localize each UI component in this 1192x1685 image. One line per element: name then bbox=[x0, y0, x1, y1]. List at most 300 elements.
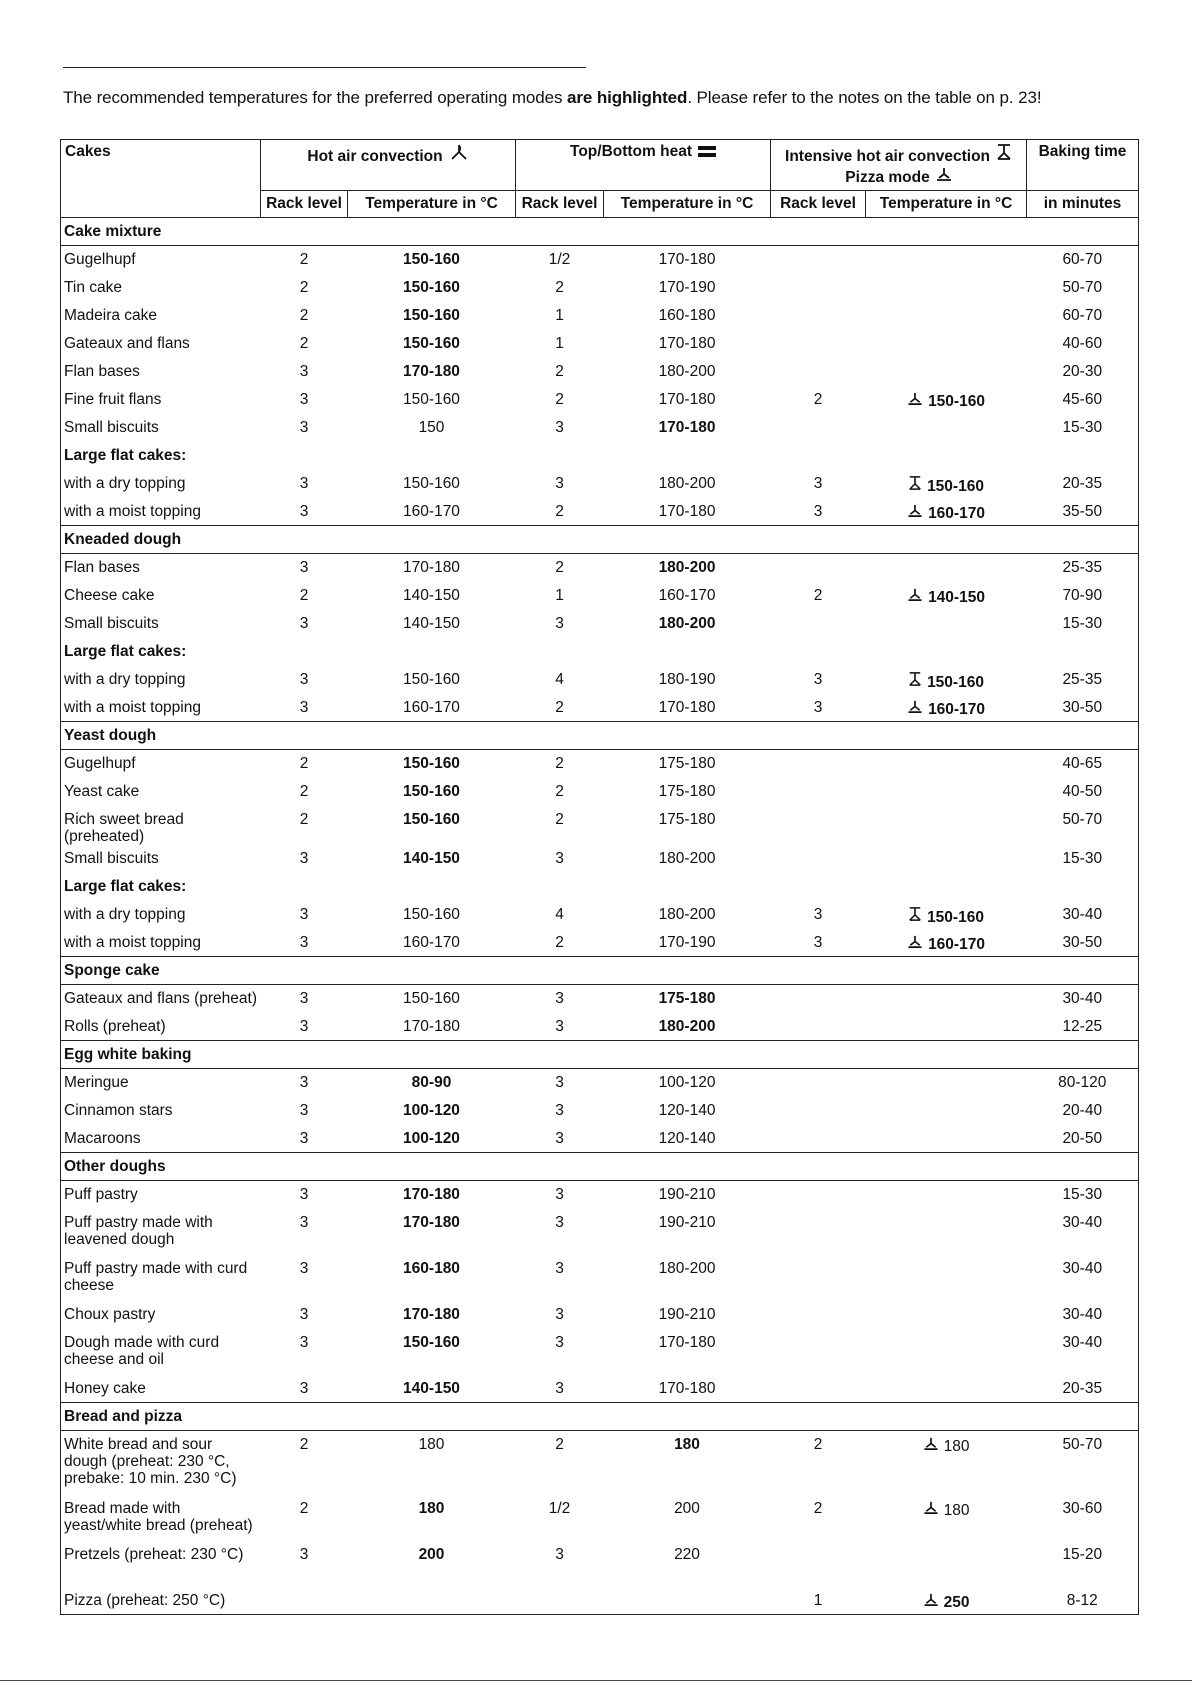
pizza-mode-icon bbox=[923, 1436, 939, 1455]
top-bottom-temp: 120-140 bbox=[658, 1101, 716, 1119]
intensive-temp bbox=[866, 1375, 1027, 1403]
baking-time: 15-30 bbox=[1027, 414, 1139, 442]
top-bottom-rack: 3 bbox=[555, 1074, 564, 1091]
hot-air-temp: 170-180 bbox=[403, 1213, 460, 1231]
intensive-rack bbox=[771, 1125, 866, 1153]
item-name: Pizza (preheat: 250 °C) bbox=[61, 1587, 261, 1615]
table-row bbox=[61, 554, 1139, 582]
hot-air-rack: 3 bbox=[299, 990, 309, 1007]
item-name: with a moist topping bbox=[61, 694, 261, 722]
item-name: Puff pastry made with leavened dough bbox=[61, 1209, 261, 1255]
hot-air-temp: 150-160 bbox=[403, 251, 460, 268]
hot-air-rack: 3 bbox=[299, 502, 309, 520]
top-bottom-temp: 170-180 bbox=[658, 251, 716, 268]
pizza-mode-icon bbox=[907, 587, 923, 606]
intensive-temp-value: 180 bbox=[943, 1438, 970, 1455]
baking-time: 30-40 bbox=[1027, 1329, 1139, 1375]
hot-air-rack: 3 bbox=[299, 1017, 309, 1035]
top-bottom-rack: 3 bbox=[555, 1305, 564, 1323]
table-body bbox=[61, 218, 1139, 1615]
section-title: Cake mixture bbox=[61, 218, 1139, 246]
top-bottom-rack: 3 bbox=[555, 1017, 564, 1035]
item-name: with a dry topping bbox=[61, 470, 261, 498]
table-row bbox=[61, 1375, 1139, 1403]
top-bottom-temp: 180-200 bbox=[658, 559, 716, 576]
header-in-minutes: in minutes bbox=[1027, 191, 1139, 218]
top-bottom-rack: 3 bbox=[555, 474, 564, 492]
hot-air-temp: 140-150 bbox=[403, 1379, 460, 1397]
intensive-rack bbox=[771, 554, 866, 582]
intensive-temp bbox=[866, 1431, 1027, 1495]
item-name: Fine fruit flans bbox=[61, 386, 261, 414]
item-name: Madeira cake bbox=[61, 302, 261, 330]
intensive-temp bbox=[866, 302, 1027, 330]
hot-air-temp bbox=[348, 1587, 516, 1615]
header-intensive-label: Intensive hot air convection bbox=[785, 148, 991, 165]
table-row bbox=[61, 694, 1139, 722]
top-bottom-rack: 2 bbox=[555, 698, 564, 716]
subsection-title: Large flat cakes: bbox=[61, 638, 1139, 666]
item-name: Gateaux and flans bbox=[61, 330, 261, 358]
hot-air-temp: 180 bbox=[418, 1436, 445, 1453]
top-bottom-temp: 170-180 bbox=[658, 1333, 716, 1351]
hot-air-temp: 200 bbox=[418, 1545, 445, 1563]
hot-air-rack: 2 bbox=[299, 306, 309, 324]
baking-time: 30-40 bbox=[1027, 1301, 1139, 1329]
table-row bbox=[61, 610, 1139, 638]
baking-time: 8-12 bbox=[1027, 1587, 1139, 1615]
header-top-bottom-label: Top/Bottom heat bbox=[570, 143, 692, 160]
table-row bbox=[61, 1541, 1139, 1587]
baking-time: 50-70 bbox=[1027, 274, 1139, 302]
top-bottom-rack: 3 bbox=[555, 1186, 564, 1203]
table-row bbox=[61, 1097, 1139, 1125]
baking-time: 20-50 bbox=[1027, 1125, 1139, 1153]
hot-air-rack: 3 bbox=[299, 362, 309, 380]
intensive-rack: 3 bbox=[813, 670, 823, 688]
top-bottom-rack: 2 bbox=[555, 362, 564, 380]
intensive-convection-icon bbox=[908, 671, 922, 691]
section-row bbox=[61, 1041, 1139, 1069]
table-row bbox=[61, 470, 1139, 498]
intensive-rack bbox=[771, 1013, 866, 1041]
item-name: with a dry topping bbox=[61, 901, 261, 929]
intensive-temp bbox=[866, 610, 1027, 638]
table-row bbox=[61, 246, 1139, 274]
intensive-temp bbox=[866, 1329, 1027, 1375]
top-bottom-temp: 180-200 bbox=[658, 474, 716, 492]
intensive-rack bbox=[771, 414, 866, 442]
intensive-temp bbox=[866, 498, 1027, 526]
section-row bbox=[61, 722, 1139, 750]
intensive-rack bbox=[771, 302, 866, 330]
hot-air-rack: 2 bbox=[299, 782, 309, 800]
hot-air-temp: 140-150 bbox=[403, 849, 460, 867]
header-hot-air bbox=[261, 140, 516, 191]
subsection-row bbox=[61, 638, 1139, 666]
hot-air-rack: 3 bbox=[299, 1129, 309, 1147]
header-temperature: Temperature in °C bbox=[866, 191, 1027, 218]
top-bottom-temp: 170-180 bbox=[658, 418, 716, 436]
pizza-mode-icon bbox=[907, 503, 923, 522]
intensive-rack bbox=[771, 274, 866, 302]
top-bottom-temp: 170-180 bbox=[658, 698, 716, 716]
intensive-rack bbox=[771, 985, 866, 1013]
hot-air-temp: 180 bbox=[418, 1499, 445, 1517]
intensive-temp bbox=[866, 1013, 1027, 1041]
table-row bbox=[61, 1181, 1139, 1209]
hot-air-temp: 170-180 bbox=[403, 559, 460, 576]
header-hot-air-label: Hot air convection bbox=[307, 148, 443, 165]
intensive-temp bbox=[866, 778, 1027, 806]
table-row bbox=[61, 302, 1139, 330]
section-title: Kneaded dough bbox=[61, 526, 1139, 554]
top-bottom-rack: 1 bbox=[555, 586, 564, 604]
intensive-rack: 2 bbox=[813, 390, 823, 408]
intensive-temp bbox=[866, 1587, 1027, 1615]
pizza-mode-icon bbox=[923, 1592, 939, 1611]
hot-air-temp: 100-120 bbox=[403, 1129, 460, 1147]
baking-time: 60-70 bbox=[1027, 302, 1139, 330]
top-bottom-rack: 2 bbox=[555, 755, 564, 772]
intensive-convection-icon bbox=[908, 475, 922, 495]
hot-air-rack: 3 bbox=[299, 1101, 309, 1119]
top-bottom-rack: 3 bbox=[555, 1333, 564, 1351]
intensive-temp bbox=[866, 1495, 1027, 1541]
baking-time: 15-20 bbox=[1027, 1541, 1139, 1587]
top-bottom-rack: 3 bbox=[555, 1213, 564, 1231]
header-rack-level: Rack level bbox=[261, 191, 348, 218]
intro-text: The recommended temperatures for the preferred operating modes bbox=[63, 88, 567, 107]
fan-icon bbox=[449, 143, 469, 166]
top-bottom-heat-icon bbox=[698, 146, 716, 157]
hot-air-temp: 150-160 bbox=[403, 474, 460, 492]
item-name: with a dry topping bbox=[61, 666, 261, 694]
item-name: Bread made with yeast/white bread (preheat) bbox=[61, 1495, 261, 1541]
header-cakes: Cakes bbox=[61, 140, 261, 218]
top-bottom-rack bbox=[516, 1587, 604, 1615]
section-title: Bread and pizza bbox=[61, 1403, 1139, 1431]
intensive-rack bbox=[771, 246, 866, 274]
top-bottom-temp: 180-200 bbox=[658, 905, 716, 923]
intensive-convection-icon bbox=[908, 906, 922, 926]
hot-air-rack: 3 bbox=[299, 1333, 309, 1351]
baking-time: 40-65 bbox=[1027, 750, 1139, 778]
intensive-rack bbox=[771, 1375, 866, 1403]
intensive-temp bbox=[866, 358, 1027, 386]
top-bottom-temp: 160-170 bbox=[658, 586, 716, 604]
header-temperature: Temperature in °C bbox=[348, 191, 516, 218]
top-bottom-temp: 180-190 bbox=[658, 670, 716, 688]
top-bottom-temp: 100-120 bbox=[658, 1074, 716, 1091]
top-bottom-rack: 3 bbox=[555, 990, 564, 1007]
item-name: Gateaux and flans (preheat) bbox=[61, 985, 261, 1013]
item-name: Gugelhupf bbox=[61, 750, 261, 778]
table-row bbox=[61, 901, 1139, 929]
baking-time: 80-120 bbox=[1027, 1069, 1139, 1097]
item-name: with a moist topping bbox=[61, 929, 261, 957]
intensive-temp-value: 160-170 bbox=[928, 935, 985, 953]
item-name: with a moist topping bbox=[61, 498, 261, 526]
intensive-temp bbox=[866, 666, 1027, 694]
intensive-temp bbox=[866, 985, 1027, 1013]
hot-air-temp: 150-160 bbox=[403, 306, 460, 324]
hot-air-temp: 160-170 bbox=[403, 698, 460, 716]
hot-air-temp: 150-160 bbox=[403, 334, 460, 352]
hot-air-rack: 3 bbox=[299, 849, 309, 867]
intensive-rack bbox=[771, 778, 866, 806]
top-bottom-rack: 4 bbox=[555, 670, 564, 688]
table-row bbox=[61, 1255, 1139, 1301]
hot-air-temp: 160-180 bbox=[403, 1259, 460, 1277]
header-baking-time: Baking time bbox=[1027, 140, 1139, 191]
top-bottom-rack: 1 bbox=[555, 306, 564, 324]
intensive-rack: 3 bbox=[813, 698, 823, 716]
intensive-temp-value: 150-160 bbox=[927, 673, 984, 691]
top-bottom-temp: 170-180 bbox=[658, 1379, 716, 1397]
baking-time: 35-50 bbox=[1027, 498, 1139, 526]
hot-air-temp: 140-150 bbox=[403, 614, 460, 632]
baking-time: 50-70 bbox=[1027, 806, 1139, 845]
table-row bbox=[61, 358, 1139, 386]
baking-time: 30-50 bbox=[1027, 929, 1139, 957]
intensive-rack bbox=[771, 330, 866, 358]
hot-air-temp: 160-170 bbox=[403, 502, 460, 520]
hot-air-rack: 3 bbox=[299, 698, 309, 716]
section-row bbox=[61, 218, 1139, 246]
hot-air-rack: 3 bbox=[299, 390, 309, 408]
item-name: Flan bases bbox=[61, 554, 261, 582]
intensive-rack bbox=[771, 1301, 866, 1329]
table-row bbox=[61, 1125, 1139, 1153]
top-bottom-temp: 180-200 bbox=[658, 614, 716, 632]
intro-text-end: . Please refer to the notes on the table on p. 23! bbox=[687, 88, 1042, 107]
hot-air-rack: 2 bbox=[299, 251, 309, 268]
top-bottom-temp: 190-210 bbox=[658, 1305, 716, 1323]
table-row bbox=[61, 582, 1139, 610]
baking-time: 30-40 bbox=[1027, 985, 1139, 1013]
top-bottom-temp bbox=[604, 1587, 771, 1615]
intensive-temp bbox=[866, 1125, 1027, 1153]
baking-time: 30-50 bbox=[1027, 694, 1139, 722]
table-row bbox=[61, 330, 1139, 358]
hot-air-temp: 150 bbox=[418, 418, 445, 436]
hot-air-temp: 150-160 bbox=[403, 1333, 460, 1351]
header-rack-level: Rack level bbox=[771, 191, 866, 218]
subsection-title: Large flat cakes: bbox=[61, 442, 1139, 470]
table-row bbox=[61, 1329, 1139, 1375]
item-name: Pretzels (preheat: 230 °C) bbox=[61, 1541, 261, 1587]
hot-air-rack bbox=[261, 1587, 348, 1615]
baking-time: 20-35 bbox=[1027, 1375, 1139, 1403]
hot-air-rack: 3 bbox=[299, 1074, 309, 1091]
table-row bbox=[61, 1431, 1139, 1495]
top-bottom-rack: 1/2 bbox=[548, 1499, 571, 1517]
intensive-temp bbox=[866, 901, 1027, 929]
intensive-rack bbox=[771, 1097, 866, 1125]
top-bottom-rack: 3 bbox=[555, 1379, 564, 1397]
table-row bbox=[61, 778, 1139, 806]
intensive-temp bbox=[866, 1181, 1027, 1209]
intensive-rack: 2 bbox=[813, 586, 823, 604]
item-name: Honey cake bbox=[61, 1375, 261, 1403]
hot-air-rack: 3 bbox=[299, 1259, 309, 1277]
top-bottom-temp: 220 bbox=[674, 1545, 700, 1563]
intensive-temp-value: 160-170 bbox=[928, 700, 985, 718]
intensive-temp bbox=[866, 414, 1027, 442]
top-bottom-temp: 180-200 bbox=[658, 362, 716, 380]
intensive-temp-value: 180 bbox=[943, 1501, 970, 1519]
hot-air-temp: 150-160 bbox=[403, 810, 460, 828]
intensive-temp-value: 160-170 bbox=[928, 504, 985, 522]
top-bottom-rack: 2 bbox=[555, 810, 564, 828]
header-pizza-label: Pizza mode bbox=[845, 169, 930, 186]
intensive-temp-value: 140-150 bbox=[928, 588, 985, 606]
table-row bbox=[61, 929, 1139, 957]
item-name: Meringue bbox=[61, 1069, 261, 1097]
intensive-temp bbox=[866, 750, 1027, 778]
top-bottom-rack: 3 bbox=[555, 418, 564, 436]
hot-air-temp: 150-160 bbox=[403, 390, 460, 408]
section-row bbox=[61, 1403, 1139, 1431]
hot-air-rack: 3 bbox=[299, 1305, 309, 1323]
intensive-temp bbox=[866, 246, 1027, 274]
intensive-temp-value: 250 bbox=[943, 1593, 970, 1611]
intensive-convection-icon bbox=[996, 143, 1012, 166]
hot-air-rack: 3 bbox=[299, 1379, 309, 1397]
header-temperature: Temperature in °C bbox=[604, 191, 771, 218]
baking-time: 30-40 bbox=[1027, 1255, 1139, 1301]
item-name: Choux pastry bbox=[61, 1301, 261, 1329]
intensive-temp-value: 150-160 bbox=[927, 477, 984, 495]
intensive-rack: 3 bbox=[813, 905, 823, 923]
baking-time: 15-30 bbox=[1027, 845, 1139, 873]
item-name: Dough made with curd cheese and oil bbox=[61, 1329, 261, 1375]
intensive-rack bbox=[771, 1181, 866, 1209]
hot-air-rack: 3 bbox=[299, 905, 309, 923]
table-row bbox=[61, 386, 1139, 414]
baking-time: 30-60 bbox=[1027, 1495, 1139, 1541]
subsection-row bbox=[61, 442, 1139, 470]
pizza-mode-icon bbox=[907, 699, 923, 718]
intensive-temp-value: 150-160 bbox=[927, 908, 984, 926]
table-row bbox=[61, 1069, 1139, 1097]
item-name: Macaroons bbox=[61, 1125, 261, 1153]
top-bottom-temp: 120-140 bbox=[658, 1129, 716, 1147]
top-bottom-temp: 175-180 bbox=[658, 755, 716, 772]
item-name: Rolls (preheat) bbox=[61, 1013, 261, 1041]
hot-air-temp: 140-150 bbox=[403, 586, 460, 604]
hot-air-temp: 160-170 bbox=[403, 933, 460, 951]
top-bottom-rack: 3 bbox=[555, 1545, 564, 1563]
hot-air-temp: 150-160 bbox=[403, 782, 460, 800]
intensive-rack bbox=[771, 610, 866, 638]
intensive-temp bbox=[866, 694, 1027, 722]
header-rack-level: Rack level bbox=[516, 191, 604, 218]
intensive-rack: 3 bbox=[813, 474, 823, 492]
hot-air-temp: 150-160 bbox=[403, 278, 460, 296]
top-bottom-temp: 175-180 bbox=[658, 782, 716, 800]
table-row bbox=[61, 1301, 1139, 1329]
table-row bbox=[61, 806, 1139, 845]
section-row bbox=[61, 957, 1139, 985]
item-name: White bread and sour dough (preheat: 230 °C, prebake: 10 min. 230 °C) bbox=[61, 1431, 261, 1495]
top-bottom-temp: 170-180 bbox=[658, 334, 716, 352]
section-row bbox=[61, 1153, 1139, 1181]
top-bottom-rack: 1 bbox=[555, 334, 564, 352]
baking-time: 45-60 bbox=[1027, 386, 1139, 414]
hot-air-rack: 3 bbox=[299, 559, 309, 576]
top-bottom-rack: 3 bbox=[555, 614, 564, 632]
baking-time: 30-40 bbox=[1027, 901, 1139, 929]
top-bottom-temp: 170-190 bbox=[658, 278, 716, 296]
top-bottom-rack: 3 bbox=[555, 1101, 564, 1119]
intensive-rack: 1 bbox=[771, 1587, 866, 1615]
table-row bbox=[61, 1013, 1139, 1041]
hot-air-rack: 3 bbox=[299, 1545, 309, 1563]
intensive-temp bbox=[866, 1541, 1027, 1587]
hot-air-rack: 2 bbox=[299, 1436, 309, 1453]
baking-time: 25-35 bbox=[1027, 666, 1139, 694]
table-row bbox=[61, 1495, 1139, 1541]
item-name: Tin cake bbox=[61, 274, 261, 302]
hot-air-temp: 170-180 bbox=[403, 1186, 460, 1203]
intensive-rack bbox=[771, 1209, 866, 1255]
hot-air-rack: 2 bbox=[299, 586, 309, 604]
baking-time: 50-70 bbox=[1027, 1431, 1139, 1495]
subsection-title: Large flat cakes: bbox=[61, 873, 1139, 901]
top-bottom-rack: 1/2 bbox=[548, 251, 571, 268]
hot-air-temp: 170-180 bbox=[403, 362, 460, 380]
baking-time: 70-90 bbox=[1027, 582, 1139, 610]
baking-time: 30-40 bbox=[1027, 1209, 1139, 1255]
hot-air-temp: 170-180 bbox=[403, 1305, 460, 1323]
table-row bbox=[61, 666, 1139, 694]
intensive-temp bbox=[866, 1209, 1027, 1255]
top-bottom-rack: 2 bbox=[555, 933, 564, 951]
intensive-rack bbox=[771, 845, 866, 873]
baking-time: 20-35 bbox=[1027, 470, 1139, 498]
pizza-mode-icon bbox=[923, 1500, 939, 1519]
intensive-temp bbox=[866, 330, 1027, 358]
hot-air-rack: 3 bbox=[299, 1186, 309, 1203]
intensive-rack: 2 bbox=[813, 1436, 823, 1453]
pizza-mode-icon bbox=[907, 391, 923, 410]
item-name: Small biscuits bbox=[61, 610, 261, 638]
baking-time: 40-50 bbox=[1027, 778, 1139, 806]
item-name: Flan bases bbox=[61, 358, 261, 386]
table-row bbox=[61, 985, 1139, 1013]
intensive-rack bbox=[771, 1255, 866, 1301]
section-title: Other doughs bbox=[61, 1153, 1139, 1181]
top-bottom-rack: 3 bbox=[555, 1259, 564, 1277]
hot-air-temp: 150-160 bbox=[403, 990, 460, 1007]
top-bottom-temp: 170-180 bbox=[658, 502, 716, 520]
top-bottom-temp: 200 bbox=[674, 1499, 700, 1517]
hot-air-temp: 100-120 bbox=[403, 1101, 460, 1119]
intensive-temp bbox=[866, 806, 1027, 845]
top-bottom-temp: 170-190 bbox=[658, 933, 716, 951]
baking-time: 15-30 bbox=[1027, 1181, 1139, 1209]
hot-air-temp: 150-160 bbox=[403, 755, 460, 772]
baking-time: 20-40 bbox=[1027, 1097, 1139, 1125]
baking-time: 25-35 bbox=[1027, 554, 1139, 582]
intensive-temp bbox=[866, 274, 1027, 302]
intensive-rack bbox=[771, 806, 866, 845]
top-bottom-temp: 190-210 bbox=[658, 1186, 716, 1203]
intensive-rack: 3 bbox=[813, 502, 823, 520]
hot-air-rack: 3 bbox=[299, 474, 309, 492]
